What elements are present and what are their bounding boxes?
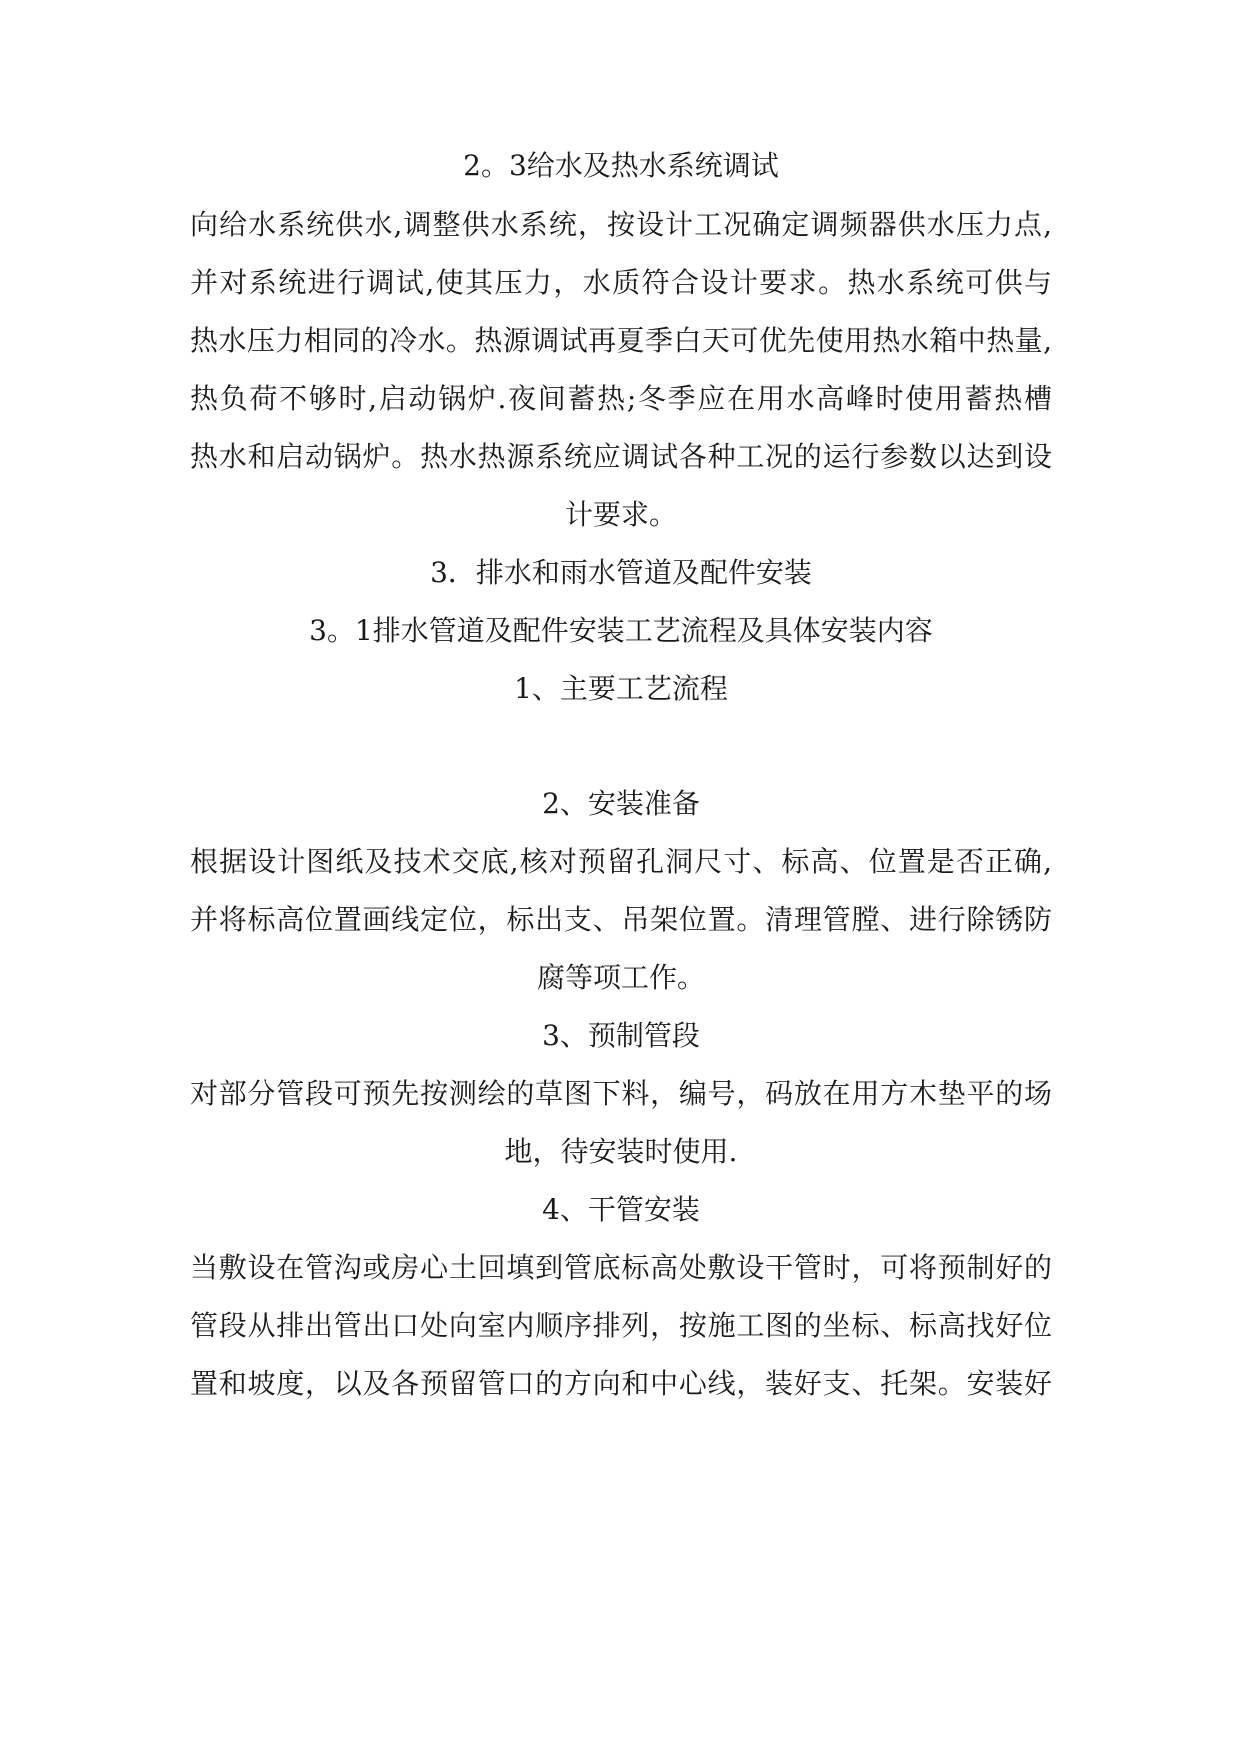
paragraph-line: 热水和启动锅炉。热水热源系统应调试各种工况的运行参数以达到设 <box>190 440 1052 473</box>
item-3-heading: 3、预制管段 <box>542 1019 700 1052</box>
paragraph-line: 腐等项工作。 <box>536 961 705 994</box>
paragraph-line: 当敷设在管沟或房心土回填到管底标高处敷设干管时，可将预制好的 <box>190 1251 1052 1284</box>
paragraph-line: 热负荷不够时,启动锅炉.夜间蓄热;冬季应在用水高峰时使用蓄热槽 <box>190 382 1052 415</box>
paragraph-line: 计要求。 <box>564 498 677 531</box>
paragraph-line: 地，待安装时使用. <box>504 1135 738 1168</box>
paragraph-line: 管段从排出管出口处向室内顺序排列，按施工图的坐标、标高找好位 <box>190 1309 1052 1342</box>
section-3-heading: 3．排水和雨水管道及配件安装 <box>430 556 812 589</box>
paragraph-line: 热水压力相同的冷水。热源调试再夏季白天可优先使用热水箱中热量, <box>190 324 1052 357</box>
paragraph-line: 对部分管段可预先按测绘的草图下料，编号，码放在用方木垫平的场 <box>190 1077 1052 1110</box>
paragraph-line: 向给水系统供水,调整供水系统，按设计工况确定调频器供水压力点, <box>190 208 1052 241</box>
paragraph-line: 并对系统进行调试,使其压力，水质符合设计要求。热水系统可供与 <box>190 266 1052 299</box>
item-1-heading: 1、主要工艺流程 <box>514 672 728 705</box>
paragraph-line: 置和坡度，以及各预留管口的方向和中心线，装好支、托架。安装好 <box>190 1367 1052 1400</box>
paragraph-line: 并将标高位置画线定位，标出支、吊架位置。清理管膛、进行除锈防 <box>190 903 1052 936</box>
section-3-1-heading: 3。1排水管道及配件安装工艺流程及具体安装内容 <box>309 614 933 647</box>
section-2-3-heading: 2。3给水及热水系统调试 <box>463 149 779 182</box>
item-2-heading: 2、安装准备 <box>542 787 700 820</box>
item-4-heading: 4、干管安装 <box>542 1193 700 1226</box>
paragraph-line: 根据设计图纸及技术交底,核对预留孔洞尺寸、标高、位置是否正确, <box>190 845 1052 878</box>
